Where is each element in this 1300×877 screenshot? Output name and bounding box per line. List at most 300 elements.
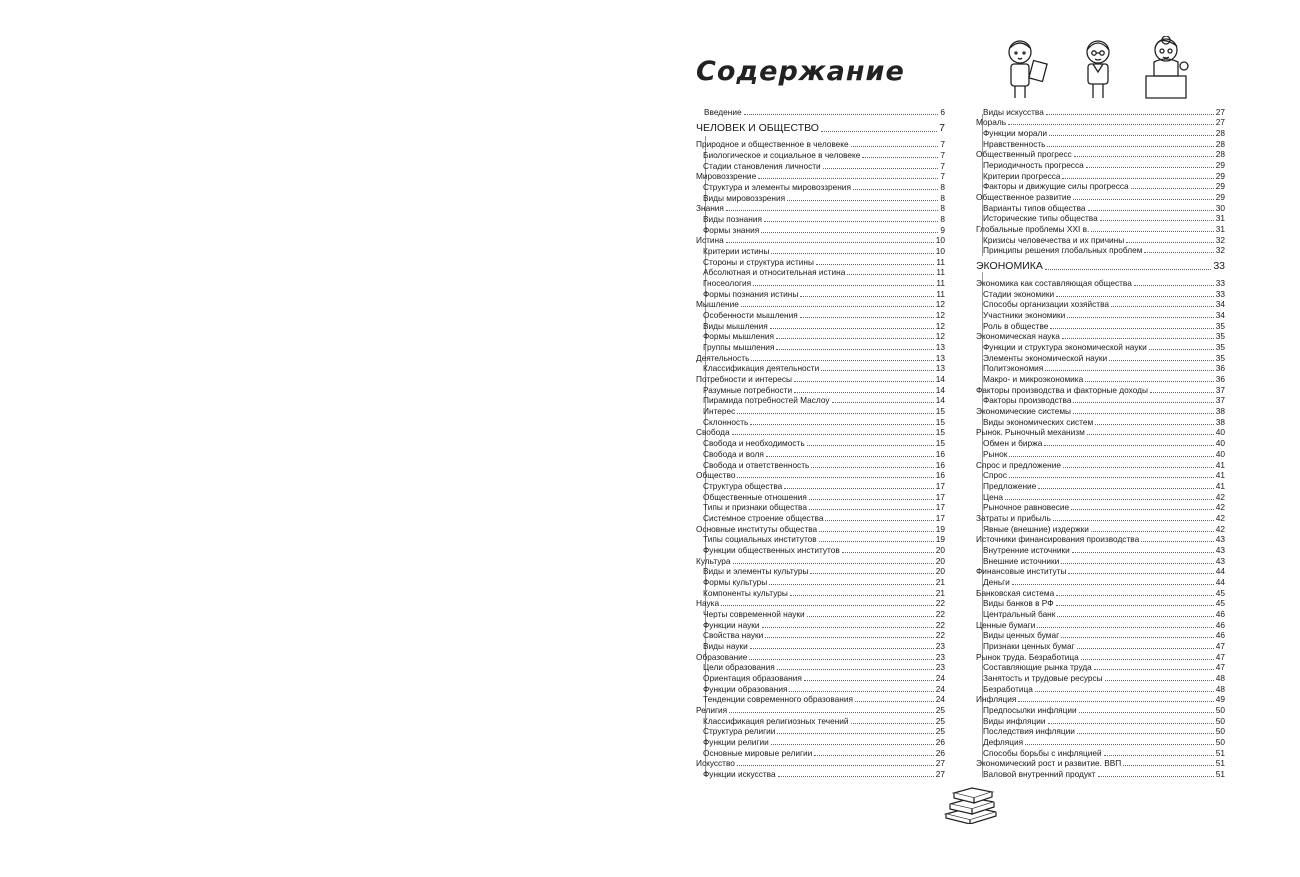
toc-leader-dots: [1005, 499, 1214, 500]
toc-leader-dots: [1048, 723, 1214, 724]
toc-entry: [696, 459, 945, 470]
toc-entry-page: 43: [1215, 534, 1225, 545]
toc-leader-dots: [1073, 402, 1213, 403]
toc-entry: [976, 320, 1225, 331]
toc-leader-dots: [1009, 477, 1214, 478]
toc-entry-label: Рынок труда. Безработица: [976, 651, 1079, 662]
toc-leader-dots: [1073, 413, 1214, 414]
toc-entry-page: 25: [935, 704, 945, 715]
toc-entry-label: Факторы производства и факторные доходы: [976, 384, 1148, 395]
toc-entry: [976, 502, 1225, 513]
toc-leader-dots: [851, 723, 934, 724]
toc-entry: [696, 502, 945, 513]
toc-entry-page: 26: [935, 747, 945, 758]
toc-entry-page: 22: [935, 608, 945, 619]
toc-entry-page: 11: [936, 288, 945, 299]
toc-entry: [976, 299, 1225, 310]
toc-leader-dots: [1061, 637, 1214, 638]
toc-entry: [976, 181, 1225, 192]
toc-entry: [696, 480, 945, 491]
toc-leader-dots: [814, 755, 934, 756]
toc-entry: [696, 341, 945, 352]
toc-leader-dots: [1071, 509, 1214, 510]
toc-entry: [696, 470, 945, 481]
toc-leader-dots: [762, 627, 934, 628]
toc-entry-label: Банковская система: [976, 587, 1055, 598]
toc-leader-dots: [761, 232, 938, 233]
toc-entry-label: Классификация религиозных течений: [703, 715, 849, 726]
toc-leader-dots: [737, 765, 934, 766]
toc-entry-label: Предпосылки инфляции: [983, 704, 1077, 715]
toc-entry-page: 22: [935, 619, 945, 630]
toc-entry: [976, 405, 1225, 416]
toc-entry-label: Критерии прогресса: [983, 170, 1061, 181]
toc-entry-page: 29: [1215, 181, 1225, 192]
toc-entry: [696, 405, 945, 416]
toc-entry: [976, 768, 1225, 779]
toc-entry-page: 29: [1215, 160, 1225, 171]
toc-entry-page: 29: [1215, 192, 1225, 203]
toc-entry-page: 8: [940, 203, 945, 214]
toc-entry-label: Цена: [983, 491, 1003, 502]
toc-entry-label: Абсолютная и относительная истина: [703, 267, 846, 278]
toc-entry: [696, 160, 945, 171]
toc-leader-dots: [1131, 188, 1214, 189]
toc-leader-dots: [1111, 306, 1214, 307]
toc-entry-label: Классификация деятельности: [703, 363, 820, 374]
toc-entry-label: Исторические типы общества: [983, 213, 1098, 224]
toc-leader-dots: [1061, 563, 1214, 564]
toc-entry: [696, 320, 945, 331]
toc-entry-label: Составляющие рынка труда: [983, 662, 1092, 673]
toc-entry: [696, 608, 945, 619]
toc-leader-dots: [776, 338, 934, 339]
toc-entry-page: 46: [1215, 619, 1225, 630]
toc-entry: [976, 245, 1225, 256]
toc-entry-label: Спрос: [983, 470, 1007, 481]
toc-leader-dots: [1035, 691, 1214, 692]
toc-entry-label: Религия: [696, 704, 728, 715]
toc-entry-page: 11: [936, 267, 945, 278]
toc-entry: [696, 245, 945, 256]
toc-entry: [976, 683, 1225, 694]
toc-entry-label: Особенности мышления: [703, 310, 798, 321]
toc-leader-dots: [749, 659, 933, 660]
toc-entry-label: Виды мышления: [703, 320, 768, 331]
toc-entry: [976, 427, 1225, 438]
toc-entry-page: 43: [1215, 555, 1225, 566]
toc-entry: [976, 640, 1225, 651]
toc-entry-page: 38: [1215, 406, 1225, 417]
toc-entry-label: Системное строение общества: [703, 512, 824, 523]
toc-entry-page: 51: [1215, 758, 1225, 769]
toc-section-heading: [696, 120, 945, 134]
toc-entry-label: Нравственность: [983, 138, 1046, 149]
toc-entry-page: 27: [935, 768, 945, 779]
toc-leader-dots: [764, 221, 938, 222]
toc-entry: [696, 523, 945, 534]
toc-entry-page: 15: [935, 416, 945, 427]
toc-entry-page: 17: [935, 502, 945, 513]
toc-leader-dots: [823, 168, 939, 169]
toc-entry-label: Финансовые институты: [976, 566, 1067, 577]
toc-entry-page: 14: [935, 384, 945, 395]
toc-entry: [976, 159, 1225, 170]
toc-entry-label: Дефляция: [983, 736, 1024, 747]
toc-entry-label: Экономика как составляющая общества: [976, 278, 1132, 289]
toc-entry-label: Пирамида потребностей Маслоу: [703, 395, 830, 406]
toc-entry: [976, 459, 1225, 470]
toc-leader-dots: [789, 691, 933, 692]
toc-leader-dots: [832, 402, 934, 403]
toc-entry-page: 30: [1215, 202, 1225, 213]
toc-entry-page: 20: [935, 566, 945, 577]
toc-entry-page: 10: [935, 246, 945, 257]
toc-entry: [696, 213, 945, 224]
toc-entry-label: Безработица: [983, 683, 1033, 694]
toc-leader-dots: [1077, 733, 1214, 734]
toc-entry-page: 37: [1215, 384, 1225, 395]
toc-entry-label: Основные институты общества: [696, 523, 818, 534]
toc-leader-dots: [1062, 178, 1213, 179]
toc-entry: [976, 672, 1225, 683]
toc-entry-page: 32: [1215, 234, 1225, 245]
toc-entry-page: 49: [1215, 694, 1225, 705]
toc-entry: [976, 566, 1225, 577]
toc-entry: [976, 747, 1225, 758]
toc-entry-page: 26: [935, 736, 945, 747]
toc-entry: [696, 598, 945, 609]
toc-leader-dots: [1044, 445, 1213, 446]
toc-entry: [696, 277, 945, 288]
toc-entry-label: Формы знания: [703, 224, 760, 235]
toc-entry: [976, 576, 1225, 587]
toc-leader-dots: [1134, 285, 1214, 286]
toc-leader-dots: [809, 509, 934, 510]
toc-entry-page: 38: [1215, 416, 1225, 427]
toc-leader-dots: [1056, 605, 1214, 606]
toc-entry-page: 13: [935, 363, 945, 374]
toc-entry-label: Свобода: [696, 427, 730, 438]
toc-entry-page: 35: [1215, 342, 1225, 353]
toc-entry: [696, 192, 945, 203]
toc-entry-page: 17: [935, 512, 945, 523]
toc-entry-page: 35: [1215, 331, 1225, 342]
toc-entry-page: 44: [1215, 576, 1225, 587]
toc-entry-label: Гносеология: [703, 278, 752, 289]
toc-entry-page: 43: [1215, 544, 1225, 555]
toc-entry-page: 28: [1215, 128, 1225, 139]
toc-entry-page: 19: [935, 534, 945, 545]
toc-entry: [696, 726, 945, 737]
toc-entry: [696, 139, 945, 150]
toc-entry-page: 46: [1215, 608, 1225, 619]
toc-entry-label: Элементы экономической науки: [983, 352, 1108, 363]
toc-entry-label: Биологическое и социальное в человеке: [703, 150, 861, 161]
toc-entry: [696, 576, 945, 587]
toc-entry: [696, 512, 945, 523]
toc-leader-dots: [771, 253, 933, 254]
toc-entry-label: Наука: [696, 598, 720, 609]
toc-entry: [696, 758, 945, 769]
toc-entry-label: Способы организации хозяйства: [983, 299, 1110, 310]
toc-entry-label: Внешние источники: [983, 555, 1060, 566]
toc-entry-label: Группы мышления: [703, 342, 775, 353]
toc-entry-label: Стадии становления личности: [703, 160, 821, 171]
toc-leader-dots: [1074, 156, 1214, 157]
toc-entry-label: Основные мировые религии: [703, 747, 813, 758]
toc-entry-page: 51: [1215, 747, 1225, 758]
toc-entry: [976, 117, 1225, 128]
toc-entry-page: 8: [940, 214, 945, 225]
toc-entry: [976, 598, 1225, 609]
toc-entry-page: 33: [1215, 288, 1225, 299]
toc-entry: [696, 267, 945, 278]
toc-entry-page: 37: [1215, 395, 1225, 406]
toc-entry-label: Свойства науки: [703, 630, 764, 641]
toc-leader-dots: [855, 701, 934, 702]
toc-entry: [976, 363, 1225, 374]
toc-entry-page: 24: [935, 683, 945, 694]
toc-entry: [976, 704, 1225, 715]
toc-leader-dots: [1094, 669, 1214, 670]
toc-entry-page: 23: [935, 640, 945, 651]
toc-entry-label: Функции искусства: [703, 768, 776, 779]
toc-entry: [696, 619, 945, 630]
toc-entry: [696, 331, 945, 342]
toc-entry-page: 12: [935, 299, 945, 310]
toc-entry-page: 16: [935, 448, 945, 459]
toc-entry-page: 42: [1215, 502, 1225, 513]
toc-leader-dots: [819, 531, 934, 532]
toc-leader-dots: [726, 242, 934, 243]
toc-entry: [696, 630, 945, 641]
toc-entry-label: Рынок: [983, 448, 1008, 459]
toc-leader-dots: [794, 392, 934, 393]
toc-entry-label: Типы социальных институтов: [703, 534, 817, 545]
toc-entry-page: 20: [935, 555, 945, 566]
toc-leader-dots: [1077, 648, 1214, 649]
toc-entry-label: Функции общественных институтов: [703, 544, 840, 555]
toc-entry-label: Деньги: [983, 576, 1010, 587]
toc-entry-label: Виды банков в РФ: [983, 598, 1054, 609]
toc-entry-label: Функции и структура экономической науки: [983, 342, 1147, 353]
toc-entry-label: Общественные отношения: [703, 491, 807, 502]
toc-leader-dots: [1149, 349, 1214, 350]
toc-entry-page: 12: [935, 331, 945, 342]
toc-entry-page: 47: [1215, 640, 1225, 651]
toc-entry-page: 27: [1215, 117, 1225, 128]
toc-entry: [696, 203, 945, 214]
toc-leader-dots: [1087, 434, 1214, 435]
toc-entry-page: 9: [940, 224, 945, 235]
toc-entry-label: Виды и элементы культуры: [703, 566, 809, 577]
books-stack-icon: [942, 784, 1000, 824]
toc-entry-label: Виды науки: [703, 640, 748, 651]
toc-leader-dots: [809, 499, 934, 500]
toc-entry-label: Стадии экономики: [983, 288, 1055, 299]
toc-entry: [696, 352, 945, 363]
toc-entry-page: 24: [935, 672, 945, 683]
toc-leader-dots: [825, 520, 933, 521]
toc-entry: [976, 480, 1225, 491]
toc-leader-dots: [1008, 124, 1214, 125]
toc-entry: [696, 427, 945, 438]
toc-entry-page: 22: [935, 598, 945, 609]
people-illustration-icon: [998, 36, 1198, 102]
toc-entry-page: 17: [935, 480, 945, 491]
toc-entry-page: 11: [936, 256, 945, 267]
toc-right-column: [976, 106, 1225, 779]
toc-entry-label: Общественное развитие: [976, 192, 1072, 203]
toc-leader-dots: [1018, 701, 1213, 702]
toc-leader-dots: [1098, 776, 1214, 777]
toc-entry: [976, 651, 1225, 662]
toc-entry-label: Культура: [696, 555, 731, 566]
toc-entry: [976, 694, 1225, 705]
toc-leader-dots: [1045, 269, 1211, 270]
toc-entry: [976, 277, 1225, 288]
toc-entry: [696, 566, 945, 577]
toc-entry: [696, 715, 945, 726]
toc-entry-label: Принципы решения глобальных проблем: [983, 245, 1143, 256]
toc-entry-page: 7: [940, 150, 945, 161]
toc-entry: [696, 235, 945, 246]
toc-entry: [696, 544, 945, 555]
toc-entry: [976, 758, 1225, 769]
toc-entry-page: 48: [1215, 683, 1225, 694]
toc-entry-page: 27: [935, 758, 945, 769]
toc-leader-dots: [1085, 381, 1214, 382]
toc-entry-label: Экономическая наука: [976, 331, 1060, 342]
toc-leader-dots: [1046, 114, 1214, 115]
toc-entry-label: Истина: [696, 235, 724, 246]
toc-entry-page: 7: [940, 160, 945, 171]
toc-entry-label: Компоненты культуры: [703, 587, 788, 598]
toc-leader-dots: [1091, 231, 1213, 232]
toc-leader-dots: [1105, 680, 1214, 681]
toc-entry-page: 19: [935, 523, 945, 534]
toc-entry-label: Цели образования: [703, 662, 775, 673]
toc-section-heading: [976, 258, 1225, 272]
toc-entry-label: Формы культуры: [703, 576, 768, 587]
toc-entry-label: Кризисы человечества и их причины: [983, 234, 1125, 245]
toc-leader-dots: [862, 157, 938, 158]
toc-leader-dots: [807, 445, 934, 446]
toc-leader-dots: [1100, 220, 1214, 221]
toc-entry-label: Деятельность: [696, 352, 750, 363]
toc-entry: [976, 726, 1225, 737]
toc-entry: [696, 288, 945, 299]
toc-leader-dots: [726, 210, 938, 211]
toc-entry-page: 25: [935, 715, 945, 726]
toc-entry: [976, 715, 1225, 726]
toc-entry-page: 31: [1215, 224, 1225, 235]
toc-leader-dots: [842, 552, 934, 553]
toc-entry-label: Природное и общественное в человеке: [696, 139, 849, 150]
toc-entry: [976, 437, 1225, 448]
toc-entry-page: 33: [1215, 278, 1225, 289]
toc-entry-page: 7: [940, 171, 945, 182]
toc-leader-dots: [744, 114, 939, 115]
toc-entry-page: 36: [1215, 363, 1225, 374]
toc-leader-dots: [821, 131, 937, 132]
toc-entry: [696, 694, 945, 705]
toc-entry-page: 25: [935, 726, 945, 737]
toc-entry-page: 14: [935, 374, 945, 385]
toc-entry-label: Ориентация образования: [703, 672, 802, 683]
toc-entry-page: 6: [940, 106, 945, 117]
toc-entry-page: 15: [935, 438, 945, 449]
toc-entry-label: Структура религии: [703, 726, 776, 737]
toc-entry-label: Искусство: [696, 758, 735, 769]
toc-entry: [976, 288, 1225, 299]
toc-entry-page: 32: [1215, 245, 1225, 256]
toc-leader-dots: [1050, 328, 1213, 329]
toc-entry: [976, 662, 1225, 673]
toc-leader-dots: [1068, 573, 1213, 574]
toc-entry-label: Введение: [704, 106, 742, 117]
toc-entry: [976, 523, 1225, 534]
toc-entry: [976, 384, 1225, 395]
toc-entry-label: Виды ценных бумаг: [983, 630, 1060, 641]
toc-leader-dots: [1062, 338, 1214, 339]
toc-entry: [696, 181, 945, 192]
toc-entry-label: Мировоззрение: [696, 171, 757, 182]
toc-entry-label: Структура и элементы мировоззрения: [703, 182, 851, 193]
toc-entry-label: Факторы производства: [983, 395, 1072, 406]
toc-entry: [976, 331, 1225, 342]
toc-entry-page: 29: [1215, 170, 1225, 181]
toc-entry-page: 50: [1215, 726, 1225, 737]
toc-entry: [696, 448, 945, 459]
toc-leader-dots: [816, 264, 934, 265]
toc-entry-label: Виды экономических систем: [983, 416, 1094, 427]
toc-entry: [696, 384, 945, 395]
toc-entry-label: Спрос и предложение: [976, 459, 1061, 470]
toc-entry-page: 7: [940, 139, 945, 150]
toc-entry: [696, 363, 945, 374]
toc-leader-dots: [787, 200, 938, 201]
toc-entry-page: 7: [939, 121, 945, 134]
toc-leader-dots: [750, 648, 934, 649]
toc-entry-label: Образование: [696, 651, 748, 662]
toc-entry: [696, 736, 945, 747]
toc-entry: [976, 341, 1225, 352]
toc-entry-page: 11: [936, 278, 945, 289]
toc-entry-label: Интерес: [703, 406, 736, 417]
toc-leader-dots: [766, 456, 934, 457]
toc-leader-dots: [853, 189, 938, 190]
toc-entry-label: Обмен и биржа: [983, 438, 1043, 449]
toc-entry-page: 27: [1215, 106, 1225, 117]
toc-entry: [696, 106, 945, 117]
toc-entry-label: Типы и признаки общества: [703, 502, 807, 513]
toc-entry-page: 46: [1215, 630, 1225, 641]
toc-leader-dots: [1056, 595, 1214, 596]
toc-entry-label: Виды инфляции: [983, 715, 1046, 726]
toc-leader-dots: [1025, 744, 1214, 745]
toc-leader-dots: [733, 563, 934, 564]
toc-leader-dots: [1012, 584, 1214, 585]
toc-entry-label: Знания: [696, 203, 724, 214]
toc-entry: [976, 106, 1225, 117]
toc-entry-label: Функции образования: [703, 683, 788, 694]
toc-leader-dots: [1072, 552, 1214, 553]
toc-entry-page: 41: [1215, 470, 1225, 481]
toc-leader-dots: [737, 413, 934, 414]
toc-entry-label: Черты современной науки: [703, 608, 805, 619]
